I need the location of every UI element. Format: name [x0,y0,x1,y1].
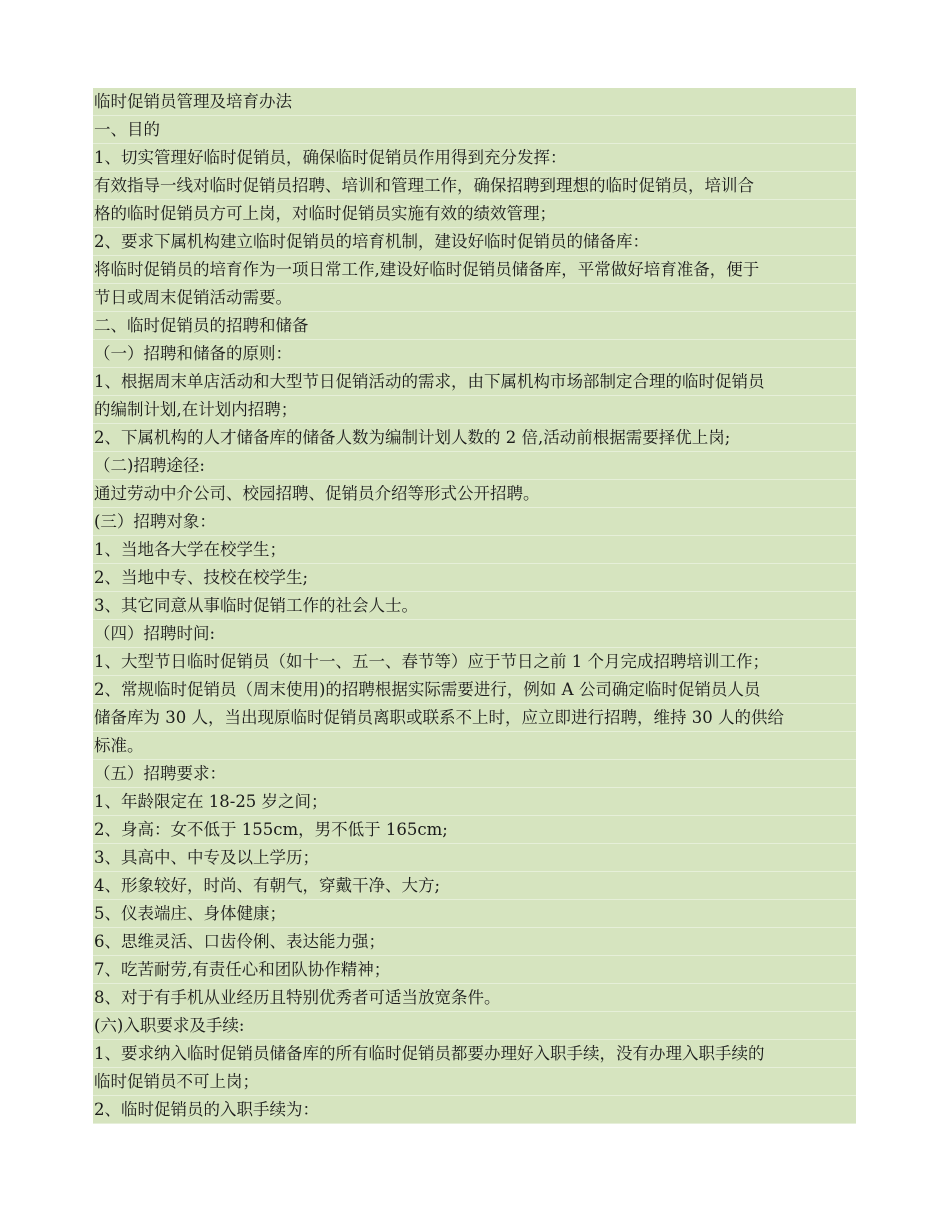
text-line: 的编制计划,在计划内招聘； [93,396,856,424]
subsection-heading: （二)招聘途径: [93,452,856,480]
text-line: 4、形象较好，时尚、有朝气，穿戴干净、大方; [93,872,856,900]
text-line: 节日或周末促销活动需要。 [93,284,856,312]
text-line: 1、大型节日临时促销员（如十一、五一、春节等）应于节日之前 1 个月完成招聘培训工作； [93,648,856,676]
text-line: 2、身高：女不低于 155cm，男不低于 165cm; [93,816,856,844]
document-body [93,88,856,1124]
subsection-heading: （四）招聘时间: [93,620,856,648]
text-line: 有效指导一线对临时促销员招聘、培训和管理工作，确保招聘到理想的临时促销员，培训合 [93,172,856,200]
section-heading: 一、目的 [93,116,856,144]
document-title: 临时促销员管理及培育办法 [93,88,856,116]
text-line: 1、年龄限定在 18-25 岁之间； [93,788,856,816]
subsection-heading: （五）招聘要求： [93,760,856,788]
text-line: 2、要求下属机构建立临时促销员的培育机制，建设好临时促销员的储备库： [93,228,856,256]
text-line: 8、对于有手机从业经历且特别优秀者可适当放宽条件。 [93,984,856,1012]
text-line: 1、要求纳入临时促销员储备库的所有临时促销员都要办理好入职手续，没有办理入职手续的 [93,1040,856,1068]
text-line: 7、吃苦耐劳,有责任心和团队协作精神； [93,956,856,984]
subsection-heading: (三）招聘对象： [93,508,856,536]
subsection-heading: (六)入职要求及手续: [93,1012,856,1040]
text-line: 将临时促销员的培育作为一项日常工作,建设好临时促销员储备库，平常做好培育准备，便于 [93,256,856,284]
text-line: 6、思维灵活、口齿伶俐、表达能力强； [93,928,856,956]
text-line: 储备库为 30 人，当出现原临时促销员离职或联系不上时，应立即进行招聘，维持 30 人的供给 [93,704,856,732]
text-line: 2、下属机构的人才储备库的储备人数为编制计划人数的 2 倍,活动前根据需要择优上岗; [93,424,856,452]
subsection-heading: （一）招聘和储备的原则： [93,340,856,368]
text-line: 3、其它同意从事临时促销工作的社会人士。 [93,592,856,620]
text-line: 1、切实管理好临时促销员，确保临时促销员作用得到充分发挥： [93,144,856,172]
text-line: 临时促销员不可上岗； [93,1068,856,1096]
text-line: 标准。 [93,732,856,760]
text-line: 通过劳动中介公司、校园招聘、促销员介绍等形式公开招聘。 [93,480,856,508]
text-line: 3、具高中、中专及以上学历； [93,844,856,872]
section-heading: 二、临时促销员的招聘和储备 [93,312,856,340]
text-line: 2、常规临时促销员（周末使用)的招聘根据实际需要进行，例如 A 公司确定临时促销员人员 [93,676,856,704]
text-line: 2、临时促销员的入职手续为： [93,1096,856,1124]
text-line: 格的临时促销员方可上岗，对临时促销员实施有效的绩效管理； [93,200,856,228]
text-line: 2、当地中专、技校在校学生; [93,564,856,592]
text-line: 5、仪表端庄、身体健康； [93,900,856,928]
text-line: 1、当地各大学在校学生； [93,536,856,564]
text-line: 1、根据周末单店活动和大型节日促销活动的需求，由下属机构市场部制定合理的临时促销员 [93,368,856,396]
